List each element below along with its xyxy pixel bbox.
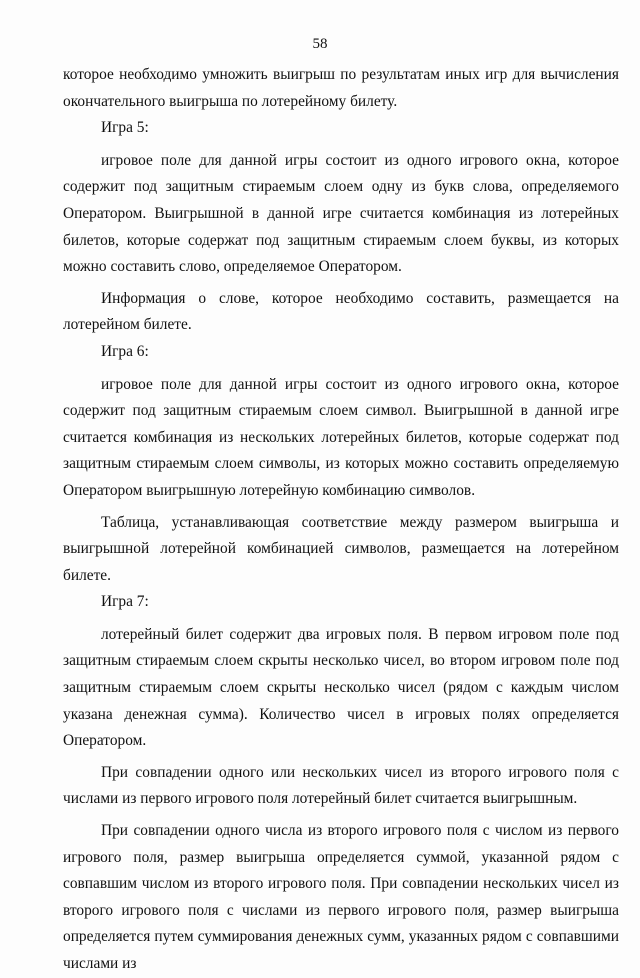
heading-game-5: Игра 5: xyxy=(101,119,149,137)
paragraph-game-7-win-condition: При совпадении одного или нескольких чисел из второго игрового поля с числами из первого игрового поля лотерейный билет считается выигрышным. xyxy=(63,763,619,808)
paragraph-game-7-description: лотерейный билет содержит два игровых поля. В первом игровом поле под защитным стираемым слоем скрыты несколько чисел, во втором игровом поле под защитным стираемым слоем скрыты несколько чисел (рядом с каждым числом указана денежная сумма). Количество чисел в игровых полях определяется Оператором. xyxy=(63,625,619,750)
paragraph-game-5-info: Информация о слове, которое необходимо составить, размещается на лотерейном билете. xyxy=(63,289,619,334)
paragraph-game-6-table: Таблица, устанавливающая соответствие между размером выигрыша и выигрышной лотерейной комбинацией символов, размещается на лотерейном билете. xyxy=(63,513,619,584)
paragraph-continuation: которое необходимо умножить выигрыш по результатам иных игр для вычисления окончательного выигрыша по лотерейному билету. xyxy=(63,66,619,110)
heading-game-6: Игра 6: xyxy=(101,342,149,360)
page-number: 58 xyxy=(312,36,328,52)
paragraph-game-7-prize-rules: При совпадении одного числа из второго игрового поля с числом из первого игрового поля, размер выигрыша определяется суммой, указанной рядом с совпавшим числом из второго игрового поля. При совпадении нескольких чисел из второго игрового поля с числами из первого игрового поля, размер выигрыша определяется путем суммирования денежных сумм, указанных рядом с совпавшими числами из xyxy=(63,822,619,972)
paragraph-game-5-description: игровое поле для данной игры состоит из одного игрового окна, которое содержит под защитным стираемым слоем одну из букв слова, определяемого Оператором. Выигрышной в данной игре считается комбинация из лотерейных билетов, которые содержат под защитным стираемым слоем буквы, из которых можно составить слово, определяемое Оператором. xyxy=(63,151,619,276)
heading-game-7: Игра 7: xyxy=(101,593,149,611)
document-body xyxy=(63,62,619,978)
paragraph-game-6-description: игровое поле для данной игры состоит из одного игрового окна, которое содержит под защитным стираемым слоем символ. Выигрышной в данной игре считается комбинация из нескольких лотерейных билетов, которые содержат под защитным стираемым слоем символы, из которых можно составить определяемую Оператором выигрышную лотерейную комбинацию символов. xyxy=(63,375,619,499)
